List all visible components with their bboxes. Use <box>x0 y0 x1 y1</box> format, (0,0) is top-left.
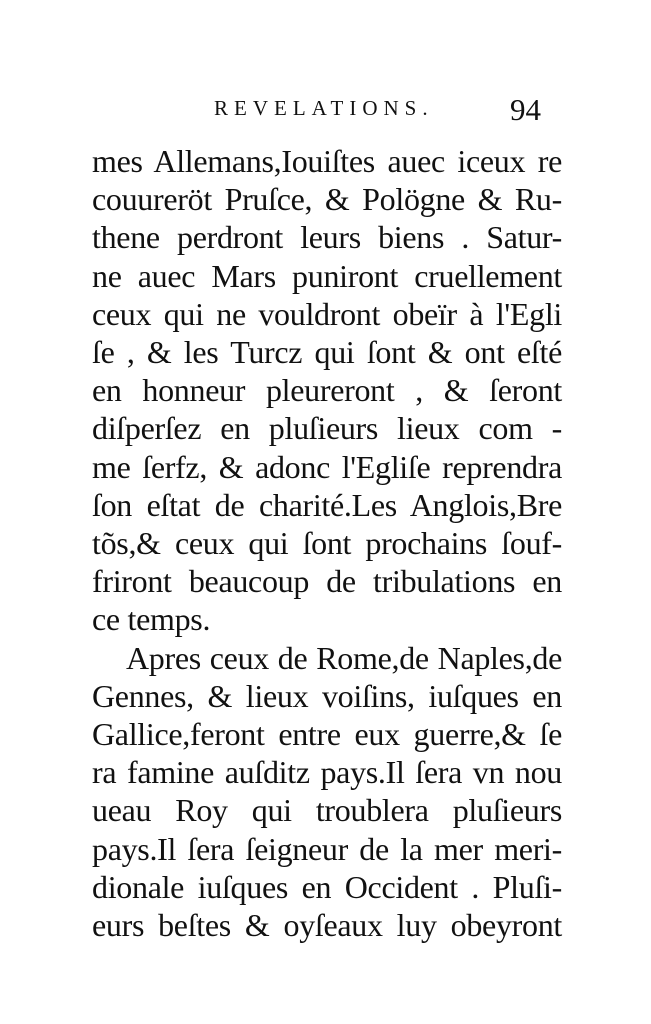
text-line: diſperſez en pluſieurs lieux com - <box>92 410 562 447</box>
body-text <box>92 142 562 944</box>
text-line: ce temps. <box>92 601 211 638</box>
text-line: ra famine auſditz pays.Il ſera vn nou <box>92 754 562 791</box>
text-line: eurs beſtes & oyſeaux luy obeyront <box>92 907 562 944</box>
text-line: ueau Roy qui troublera pluſieurs <box>92 792 562 829</box>
text-line: tõs,& ceux qui ſont prochains ſouf- <box>92 525 562 562</box>
text-line: couureröt Pruſce, & Polögne & Ru- <box>92 181 562 218</box>
page-header <box>0 92 651 132</box>
text-line: Gennes, & lieux voiſins, iuſques en <box>92 677 562 714</box>
text-line: friront beaucoup de tribulations en <box>92 563 562 600</box>
text-line: Gallice,feront entre eux guerre,& ſe <box>92 716 562 753</box>
text-line: pays.Il ſera ſeigneur de la mer meri- <box>92 830 562 867</box>
text-line: thene perdront leurs biens . Satur- <box>92 219 562 256</box>
text-line: me ſerfz, & adonc l'Egliſe reprendra <box>92 448 562 485</box>
text-line: ſon eſtat de charité.Les Anglois,Bre <box>92 486 562 523</box>
text-line: ſe , & les Turcz qui ſont & ont eſté <box>92 334 562 371</box>
page-number: 94 <box>510 92 541 127</box>
paragraph <box>92 142 562 639</box>
text-line: mes Allemans,Iouiſtes auec iceux re <box>92 143 562 179</box>
running-title: REVELATIONS. <box>214 96 434 120</box>
text-line: ne auec Mars puniront cruellement <box>92 257 562 294</box>
text-line: dionale iuſques en Occident . Pluſi- <box>92 868 562 905</box>
text-line: en honneur pleureront , & ſeront <box>92 372 562 409</box>
text-line: ceux qui ne vouldront obeïr à l'Egli <box>92 295 562 332</box>
text-line: Apres ceux de Rome,de Naples,de <box>126 639 562 676</box>
paragraph <box>92 639 562 945</box>
